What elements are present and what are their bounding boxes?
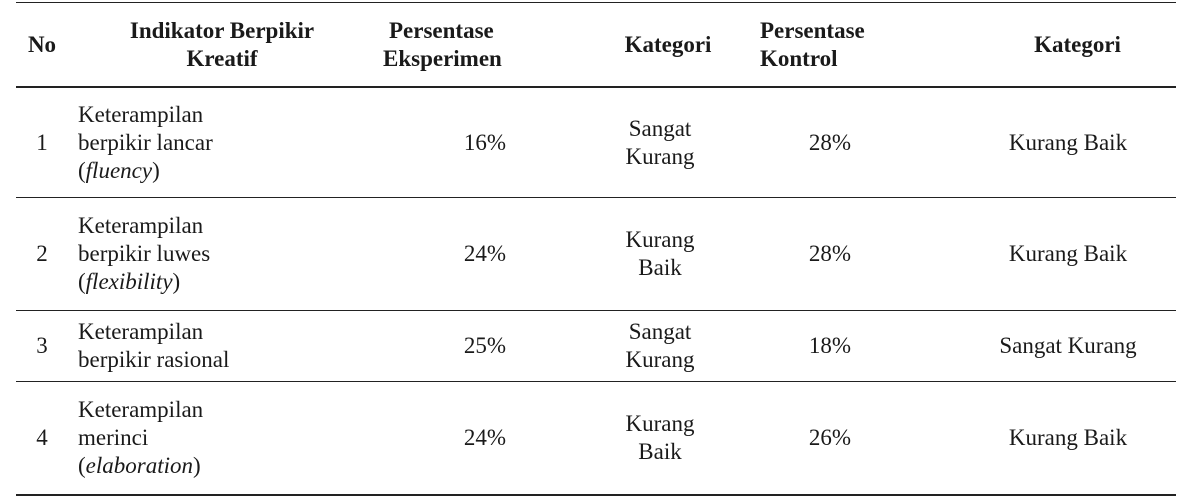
exp-percent-value: 24%	[463, 241, 507, 266]
header-indicator	[72, 3, 372, 86]
row-ctrl-percent	[740, 88, 920, 197]
indicator-line2: berpikir rasional	[78, 347, 230, 372]
row-category-ctrl	[960, 382, 1176, 494]
indicator-line1: Keterampilan	[78, 397, 204, 422]
paren-open: (	[78, 157, 86, 183]
row-indicator	[78, 198, 378, 310]
category-ctrl-value: Kurang Baik	[1008, 129, 1128, 155]
indicator-term: flexibility	[85, 269, 173, 294]
exp-percent-value: 24%	[463, 425, 507, 450]
indicator-line2: merinci	[78, 425, 149, 450]
header-exp-percent	[383, 3, 583, 86]
category-exp-line2: Kurang	[625, 143, 695, 169]
header-category-ctrl	[990, 3, 1165, 86]
row-number-text: 1	[36, 129, 48, 155]
header-indicator-line1: Indikator Berpikir	[129, 17, 315, 43]
row-number-text: 4	[36, 425, 48, 450]
row-number	[16, 198, 68, 310]
row-number-text: 2	[36, 241, 48, 266]
indicator-term: elaboration	[85, 453, 194, 478]
category-exp-line2: Kurang	[625, 347, 695, 372]
row-category-ctrl	[960, 311, 1176, 381]
category-ctrl-value: Kurang Baik	[1008, 241, 1128, 266]
indicator-line2: berpikir lancar	[78, 129, 213, 155]
header-category-exp-label: Kategori	[624, 31, 712, 57]
category-exp-line1: Kurang	[625, 411, 695, 436]
row-exp-percent	[380, 311, 590, 381]
row-exp-percent	[380, 88, 590, 197]
indicator-line1: Keterampilan	[78, 101, 204, 127]
header-exp-line1: Persentase	[389, 17, 494, 43]
row-indicator	[78, 88, 378, 197]
category-exp-line2: Baik	[638, 439, 682, 464]
header-no-label: No	[27, 31, 57, 57]
row-category-exp	[590, 311, 730, 381]
indicator-term-line	[78, 268, 210, 296]
header-ctrl-line1: Persentase	[760, 17, 865, 43]
row-category-exp	[590, 88, 730, 197]
row-ctrl-percent	[740, 382, 920, 494]
category-ctrl-value: Kurang Baik	[1008, 425, 1128, 450]
paren-close: )	[193, 453, 201, 478]
row-number	[16, 311, 68, 381]
category-exp-line2: Baik	[638, 255, 682, 280]
table-bottom-rule	[16, 494, 1176, 496]
category-exp-line1: Kurang	[625, 227, 695, 252]
paren-open: (	[78, 269, 86, 294]
row-category-ctrl	[960, 88, 1176, 197]
row-indicator	[78, 382, 378, 494]
indicator-term: fluency	[85, 157, 153, 183]
header-category-exp	[598, 3, 738, 86]
ctrl-percent-value: 18%	[808, 333, 852, 358]
indicator-term-line	[78, 157, 213, 185]
ctrl-percent-value: 28%	[808, 241, 852, 266]
row-number	[16, 382, 68, 494]
paren-close: )	[172, 269, 181, 294]
ctrl-percent-value: 26%	[808, 425, 852, 450]
header-indicator-line2: Kreatif	[186, 45, 258, 71]
category-ctrl-value: Sangat Kurang	[999, 333, 1137, 358]
row-indicator	[78, 311, 378, 381]
row-category-ctrl	[960, 198, 1176, 310]
category-exp-line1: Sangat	[628, 319, 692, 344]
header-no	[16, 3, 68, 86]
row-category-exp	[590, 198, 730, 310]
row-number	[16, 88, 68, 197]
indicator-term-line	[78, 452, 203, 480]
row-ctrl-percent	[740, 311, 920, 381]
indicator-line1: Keterampilan	[78, 319, 204, 344]
paren-close: )	[152, 157, 160, 183]
row-category-exp	[590, 382, 730, 494]
row-number-text: 3	[36, 333, 48, 358]
header-ctrl-percent	[760, 3, 940, 86]
category-exp-line1: Sangat	[628, 115, 692, 141]
ctrl-percent-value: 28%	[808, 129, 852, 155]
paren-open: (	[78, 453, 86, 478]
header-category-ctrl-label: Kategori	[1034, 31, 1121, 57]
indicator-line2: berpikir luwes	[78, 241, 211, 266]
row-exp-percent	[380, 198, 590, 310]
indicator-line1: Keterampilan	[78, 213, 204, 238]
row-ctrl-percent	[740, 198, 920, 310]
header-ctrl-line2: Kontrol	[760, 45, 838, 71]
exp-percent-value: 25%	[463, 333, 507, 358]
header-exp-line2: Eksperimen	[383, 45, 502, 71]
exp-percent-value: 16%	[463, 129, 507, 155]
row-exp-percent	[380, 382, 590, 494]
